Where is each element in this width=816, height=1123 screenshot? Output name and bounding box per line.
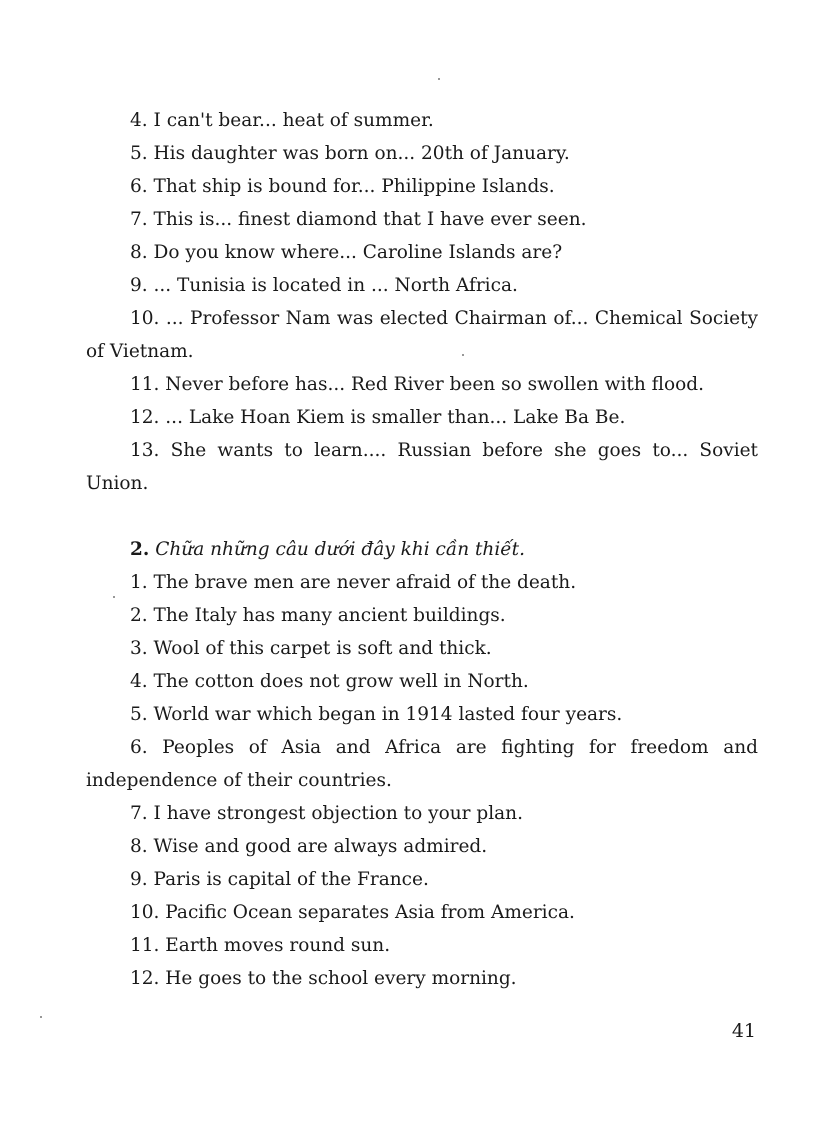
exercise-1-item-10: 10. ... Professor Nam was elected Chairman of... Chemical Society of Vietnam. <box>86 308 758 362</box>
scan-speck <box>438 78 440 80</box>
section-spacer <box>86 500 758 533</box>
page-number: 41 <box>731 1020 756 1042</box>
exercise-2-item-3: 3. Wool of this carpet is soft and thick. <box>130 638 492 659</box>
exercise-1-item-7: 7. This is... finest diamond that I have ever seen. <box>130 209 587 230</box>
exercise-2-list <box>86 566 758 995</box>
exercise-1-list <box>86 104 758 500</box>
exercise-2-item-11: 11. Earth moves round sun. <box>130 935 391 956</box>
exercise-2-item-6: 6. Peoples of Asia and Africa are fighting for freedom and independence of their countries. <box>86 737 758 791</box>
exercise-2-item-7: 7. I have strongest objection to your plan. <box>130 803 523 824</box>
exercise-1-item-6: 6. That ship is bound for... Philippine Islands. <box>130 176 555 197</box>
exercise-2-item-2: 2. The Italy has many ancient buildings. <box>130 605 506 626</box>
exercise-1-item-9: 9. ... Tunisia is located in ... North Africa. <box>130 275 518 296</box>
exercise-1-item-12: 12. ... Lake Hoan Kiem is smaller than... Lake Ba Be. <box>130 407 626 428</box>
exercise-1-item-5: 5. His daughter was born on... 20th of January. <box>130 143 570 164</box>
page-content <box>86 104 758 995</box>
exercise-1-item-8: 8. Do you know where... Caroline Islands are? <box>130 242 563 263</box>
exercise-2-item-4: 4. The cotton does not grow well in North. <box>130 671 529 692</box>
exercise-2-number: 2. <box>130 539 150 560</box>
exercise-2-title: Chữa những câu dưới đây khi cần thiết. <box>155 539 525 560</box>
exercise-2-item-1: 1. The brave men are never afraid of the death. <box>130 572 577 593</box>
exercise-1-item-13: 13. She wants to learn.... Russian before she goes to... Soviet Union. <box>86 440 758 494</box>
exercise-2-item-5: 5. World war which began in 1914 lasted four years. <box>130 704 623 725</box>
exercise-2-item-8: 8. Wise and good are always admired. <box>130 836 488 857</box>
exercise-2-item-10: 10. Pacific Ocean separates Asia from America. <box>130 902 575 923</box>
exercise-2-item-9: 9. Paris is capital of the France. <box>130 869 429 890</box>
exercise-1-item-11: 11. Never before has... Red River been so swollen with flood. <box>130 374 704 395</box>
scan-speck <box>40 1016 42 1018</box>
exercise-1-item-4: 4. I can't bear... heat of summer. <box>130 110 434 131</box>
exercise-2-heading <box>86 533 758 566</box>
exercise-2-item-12: 12. He goes to the school every morning. <box>130 968 517 989</box>
